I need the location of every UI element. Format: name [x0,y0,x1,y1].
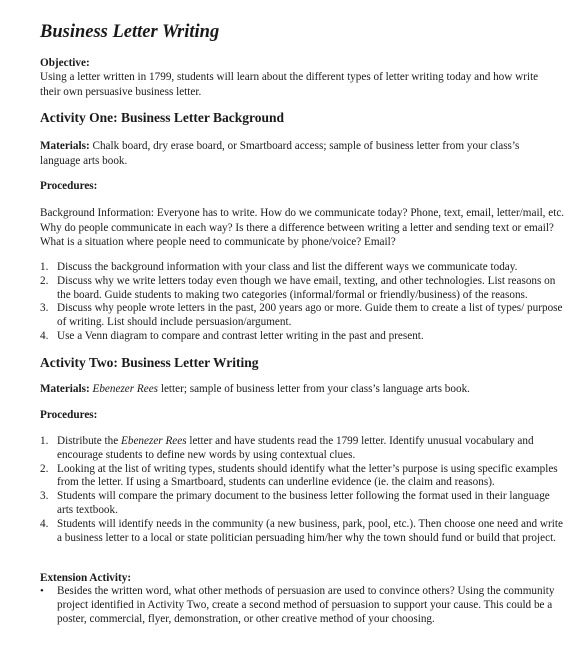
step-text-part: Distribute the [57,435,122,447]
step-text-part: letter and have students read the 1799 letter. Identify unusual vocabulary and encourage students to define new words by using contextual clues. [57,435,534,461]
step-text-italic: Ebenezer Rees [121,435,187,447]
list-item [40,435,565,463]
step-number: 3. [40,302,49,315]
step-text: Discuss the background information with your class and list the different ways we communicate today. [57,261,518,273]
activity-one-materials [40,139,560,168]
background-information: Background Information: Everyone has to write. How do we communicate today? Phone, text, email, letter/mail, etc. Why do people communicate in each way? Is there a difference between writing a letter and sending text or email? What is a situation where people need to communicate by phone/voice? Email? [40,207,565,248]
bullet-icon: • [40,585,44,597]
activity-one-heading: Activity One: Business Letter Background [40,110,285,125]
activity-one-steps [40,261,565,344]
step-text: Use a Venn diagram to compare and contrast letter writing in the past and present. [57,329,424,342]
step-number: 1. [40,261,49,273]
activity-one-procedures-label: Procedures: [40,180,98,192]
materials-italic: Ebenezer Rees [92,383,159,395]
list-item [40,490,565,518]
activity-two-materials [40,382,560,397]
step-number: 2. [40,274,49,287]
step-number: 4. [40,517,49,530]
list-item [40,585,565,626]
document-title: Business Letter Writing [40,22,220,42]
materials-text: Chalk board, dry erase board, or Smartboard access; sample of business letter from your class’s language arts book. [40,140,520,167]
materials-text: letter; sample of business letter from your class’s language arts book. [158,383,470,395]
objective-text: Using a letter written in 1799, students will learn about the different types of letter writing today and how write their own persuasive business letter. [40,71,539,98]
activity-two-steps [40,435,565,545]
materials-label: Materials: [40,140,90,152]
list-item [40,463,565,491]
step-text: Discuss why we write letters today even though we have email, texting, and other technologies. List reasons on the board. Guide students to making two categories (informal/formal or friendly/business) of the reasons. [57,274,556,301]
list-item [40,261,565,275]
step-text: Students will identify needs in the community (a new business, park, pool, etc.). Then choose one need and write a business letter to a local or state politician persuading him/her why the town should fund or build that project. [57,517,563,544]
step-number: 4. [40,329,49,342]
extension-text: Besides the written word, what other methods of persuasion are used to convince others? Using the community project identified in Activity Two, create a second method of persuasion to support your cause. This could be a poster, commercial, flyer, demonstration, or other creative method of your choosing. [57,585,555,625]
activity-two-heading: Activity Two: Business Letter Writing [40,355,259,370]
extension-list [40,585,565,626]
list-item [40,275,565,303]
extension-activity-label: Extension Activity: [40,572,132,584]
step-text: Students will compare the primary document to the business letter following the format used in their language arts textbook. [57,490,550,516]
activity-two-procedures-label: Procedures: [40,409,98,421]
step-text: Discuss why people wrote letters in the past, 200 years ago or more. Guide them to create a list of types/ purpose of writing. List should include persuasion/argument. [57,302,563,329]
materials-label: Materials: [40,383,90,395]
step-number: 3. [40,490,49,503]
list-item [40,302,565,330]
objective-label: Objective: [40,57,90,69]
list-item [40,518,565,546]
list-item [40,330,565,344]
step-number: 2. [40,462,49,475]
step-text [57,435,534,461]
step-number: 1. [40,435,49,447]
step-text: Looking at the list of writing types, students should identify what the letter’s purpose is using specific examples from the letter. If using a Smartboard, students can underline evidence (ie. the claim and reasons). [57,462,558,489]
